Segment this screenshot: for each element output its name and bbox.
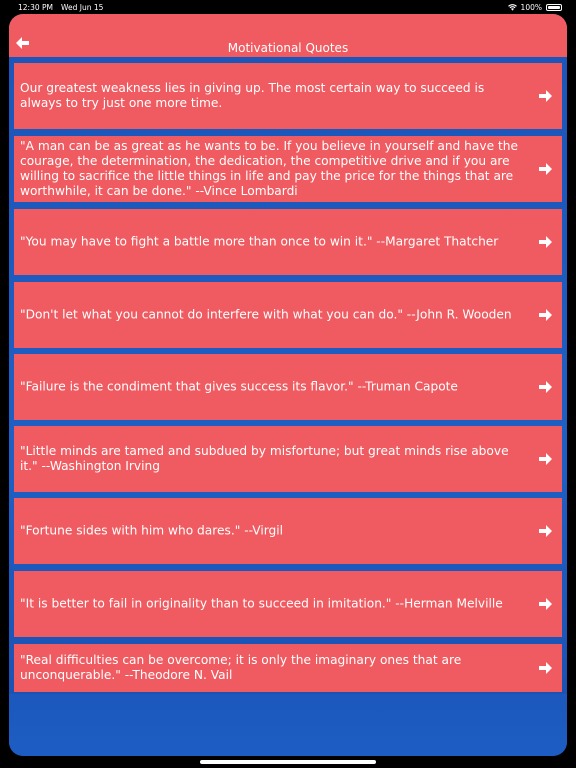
home-indicator[interactable] [200,760,376,764]
navigation-bar [9,14,567,57]
arrow-right-icon [538,598,552,610]
wifi-icon [508,4,517,11]
arrow-right-icon [538,163,552,175]
quote-text: "It is better to fail in originality than to succeed in imitation." --Herman Melville [20,596,503,611]
quote-text: "Failure is the condiment that gives success its flavor." --Truman Capote [20,379,458,394]
status-date: Wed Jun 15 [61,3,104,12]
quote-text: "Don't let what you cannot do interfere with what you can do." --John R. Wooden [20,307,512,322]
arrow-right-icon [538,381,552,393]
arrow-right-icon [538,453,552,465]
battery-percent: 100% [520,3,542,12]
quote-row[interactable] [14,426,562,492]
quote-row[interactable] [14,644,562,692]
status-bar [0,0,576,14]
arrow-right-icon [538,525,552,537]
quote-text: "Real difficulties can be overcome; it is only the imaginary ones that are unconquerable." --Theodore N. Vail [20,653,462,682]
app-screen [9,14,567,756]
arrow-right-icon [538,309,552,321]
quote-row[interactable] [14,136,562,202]
quote-text: "You may have to fight a battle more than once to win it." --Margaret Thatcher [20,234,499,249]
quote-row[interactable] [14,571,562,637]
quote-text: Our greatest weakness lies in giving up. The most certain way to succeed is always to try just one more time. [20,81,485,110]
quote-row[interactable] [14,63,562,129]
arrow-right-icon [538,662,552,674]
quote-text: "Little minds are tamed and subdued by misfortune; but great minds rise above it." --Washington Irving [20,444,509,473]
quote-row[interactable] [14,498,562,564]
status-time: 12:30 PM [18,3,53,12]
page-title: Motivational Quotes [227,41,349,55]
quote-text: "A man can be as great as he wants to be. If you believe in yourself and have the courage, the determination, the dedication, the competitive drive and if you are willing to sacrifice the little things in life and pay the price for the things that are worthwhile, it can be done." --Vince Lombardi [20,139,518,198]
arrow-right-icon [538,90,552,102]
battery-icon [546,4,562,11]
quote-row[interactable] [14,209,562,275]
quote-row[interactable] [14,354,562,420]
quote-row[interactable] [14,282,562,348]
arrow-right-icon [538,236,552,248]
empty-list-area [9,694,567,756]
quote-text: "Fortune sides with him who dares." --Virgil [20,523,284,538]
